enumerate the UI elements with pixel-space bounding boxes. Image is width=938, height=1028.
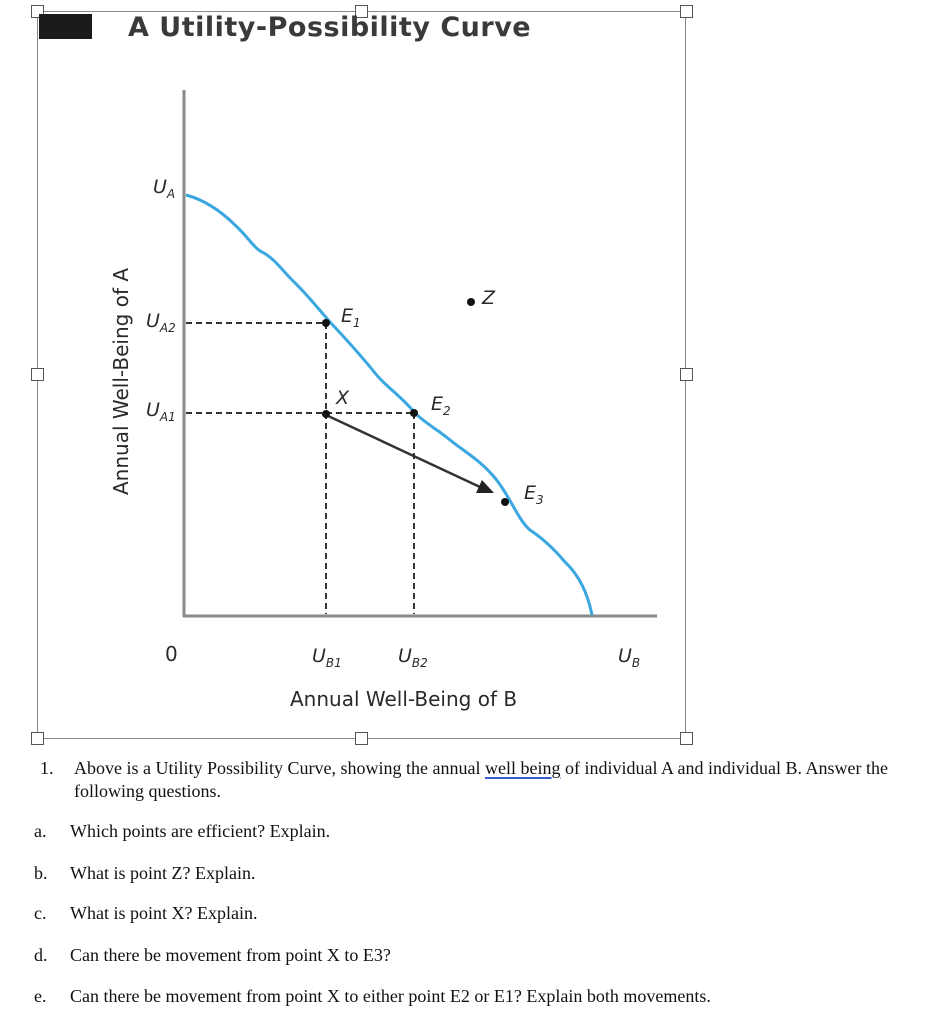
point-label-e1: $E_1$: [341, 305, 361, 330]
item-letter: e.: [34, 986, 47, 1006]
y-tick-ua1: $U_{A1}$: [146, 399, 176, 424]
point-label-z: Z: [482, 287, 496, 309]
point-label-e2: $E_2$: [431, 393, 451, 418]
point-label-x: X: [336, 387, 350, 409]
point-label-e3: $E_3$: [524, 482, 544, 507]
item-letter: c.: [34, 903, 47, 923]
question-intro: [40, 757, 920, 803]
item-text: What is point X? Explain.: [70, 903, 258, 923]
y-tick-ua: $U_A$: [153, 176, 176, 201]
x-tick-ub2: $U_{B2}$: [398, 645, 428, 670]
point-z: [467, 298, 475, 306]
point-x: [322, 410, 330, 418]
y-axis-title: Annual Well-Being of A: [109, 267, 133, 495]
item-text: Which points are efficient? Explain.: [70, 821, 331, 841]
chart-title: A Utility-Possibility Curve: [128, 12, 532, 43]
item-letter: a.: [34, 821, 47, 841]
point-e3: [501, 498, 509, 506]
item-letter: d.: [34, 945, 48, 965]
intro-text-after: of individual A and individual B. Answer the following questions.: [74, 758, 888, 801]
arrow-x-to-e3: [326, 415, 480, 487]
x-tick-ub1: $U_{B1}$: [312, 645, 342, 670]
x-tick-ub: $U_B$: [618, 645, 641, 670]
x-axis-title: Annual Well-Being of B: [290, 687, 518, 711]
y-tick-ua2: $U_{A2}$: [146, 310, 176, 335]
point-e2: [410, 409, 418, 417]
question-list: [40, 757, 920, 803]
item-letter: b.: [34, 863, 48, 883]
origin-label: 0: [165, 642, 178, 666]
point-e1: [322, 319, 330, 327]
intro-text-before: Above is a Utility Possibility Curve, showing the annual: [74, 758, 485, 778]
spellcheck-underlined-text[interactable]: well being: [484, 758, 561, 778]
item-text: Can there be movement from point X to either point E2 or E1? Explain both movements.: [70, 986, 711, 1006]
question-number: 1.: [40, 758, 54, 778]
item-text: Can there be movement from point X to E3?: [70, 945, 391, 965]
utility-possibility-curve: [186, 195, 592, 615]
item-text: What is point Z? Explain.: [70, 863, 256, 883]
